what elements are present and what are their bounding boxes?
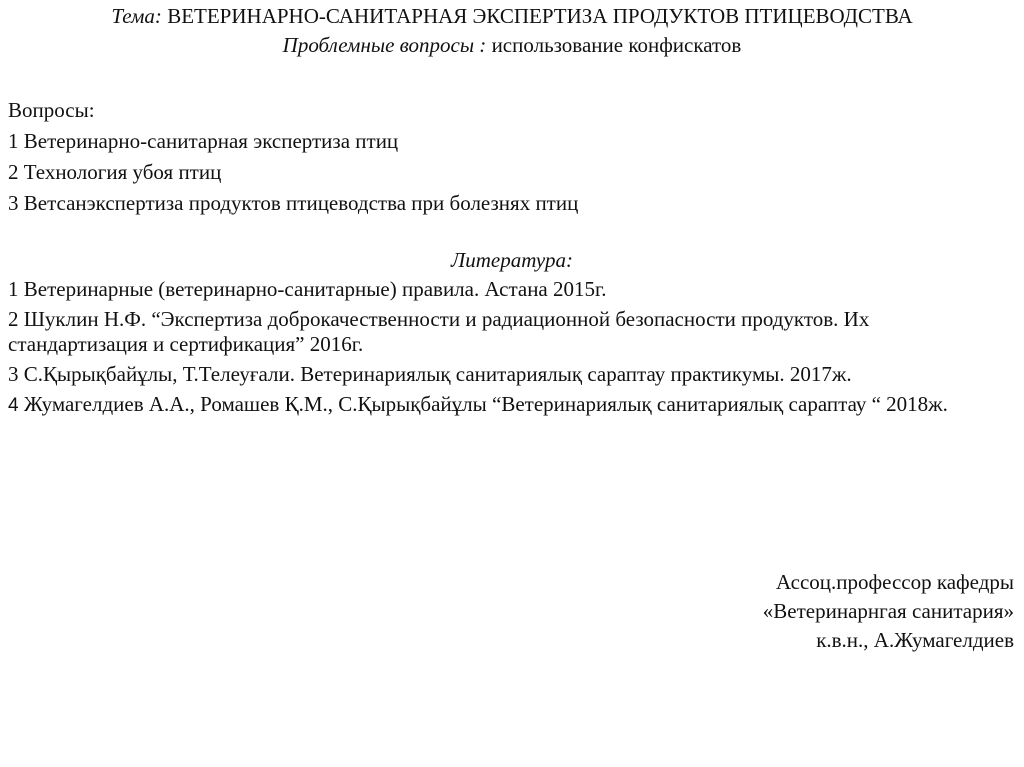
literature-list — [8, 277, 1008, 423]
literature-item-text: С.Қырықбайұлы, Т.Телеуғали. Ветеринариялық санитариялық сараптау практикумы. 2017ж. — [23, 362, 852, 386]
topic-line — [0, 2, 1024, 31]
question-item-3: 3 Ветсанэкспертиза продуктов птицеводства при болезнях птиц — [8, 191, 579, 215]
topic-label: Тема: — [111, 4, 162, 28]
literature-item-number: 3 — [8, 362, 19, 386]
question-item-1: 1 Ветеринарно-санитарная экспертиза птиц — [8, 129, 399, 153]
author-name: к.в.н., А.Жумагелдиев — [816, 628, 1014, 652]
literature-item-3 — [8, 362, 1008, 387]
author-position: Ассоц.профессор кафедры — [775, 570, 1014, 594]
question-item-2: 2 Технология убоя птиц — [8, 160, 222, 184]
questions-section — [8, 95, 1008, 219]
literature-item-number: 1 — [8, 277, 19, 301]
topic-text: ВЕТЕРИНАРНО-САНИТАРНАЯ ЭКСПЕРТИЗА ПРОДУКТОВ ПТИЦЕВОДСТВА — [167, 4, 913, 28]
literature-heading: Литература: — [451, 248, 573, 272]
literature-item-number: 4 — [8, 395, 19, 416]
problem-label: Проблемные вопросы : — [282, 33, 487, 57]
author-signature — [514, 568, 1014, 655]
literature-item-text: Ветеринарные (ветеринарно-санитарные) правила. Астана 2015г. — [23, 277, 607, 301]
problem-line — [0, 31, 1024, 60]
literature-item-2 — [8, 307, 1008, 357]
literature-item-text: Жумагелдиев А.А., Ромашев Қ.М., С.Қырықбайұлы “Ветеринариялық санитариялық сараптау “ 2018ж. — [23, 392, 948, 416]
literature-item-text: Шуклин Н.Ф. “Экспертиза доброкачественности и радиационной безопасности продуктов. Их стандартизация и сертификация” 2016г. — [8, 307, 870, 356]
problem-text: использование конфискатов — [491, 33, 742, 57]
literature-item-number: 2 — [8, 307, 19, 331]
literature-item-1 — [8, 277, 1008, 302]
literature-item-4 — [8, 392, 1008, 418]
author-department: «Ветеринарнгая санитария» — [762, 599, 1014, 623]
questions-heading: Вопросы: — [8, 98, 95, 122]
slide-header — [0, 2, 1024, 60]
